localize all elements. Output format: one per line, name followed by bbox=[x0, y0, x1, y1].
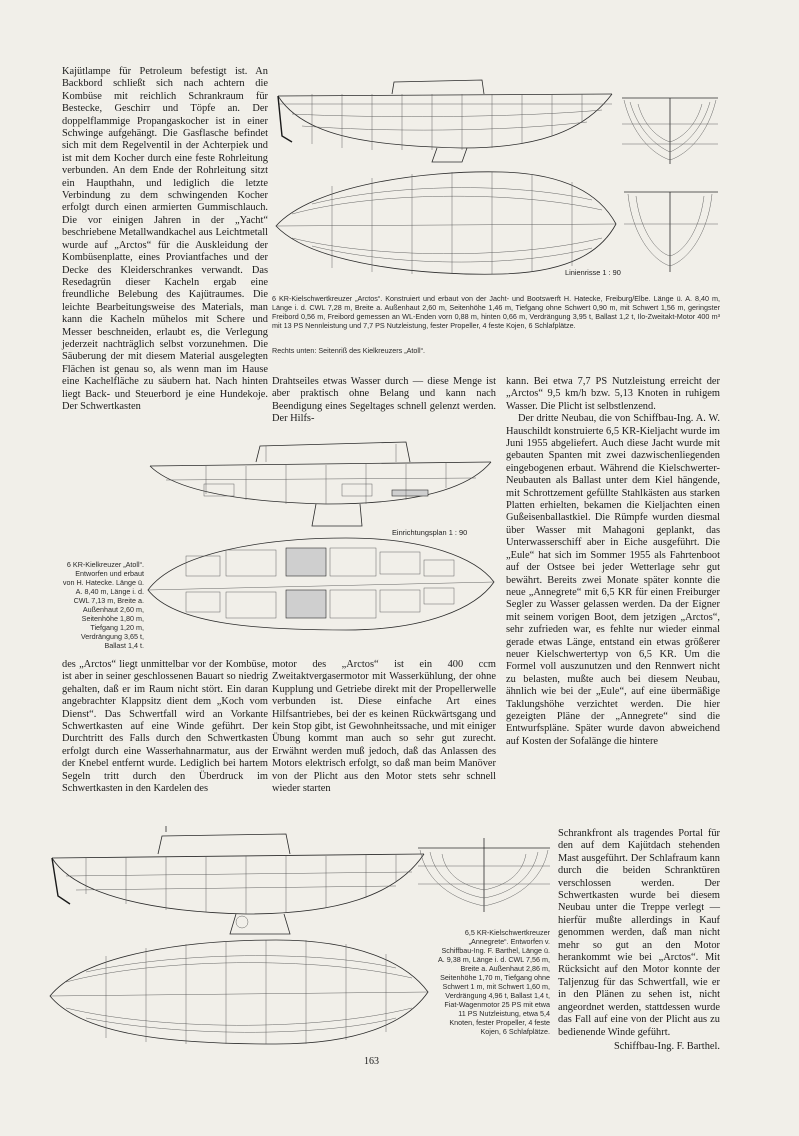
annegrete-profile-and-plan bbox=[46, 826, 432, 1048]
paragraph: Schrankfront als tragendes Portal für den auf dem Kajütdach stehenden Mast ausgeführt. Der Schlafraum kann durch die beiden Schranktüren verschlossen werden. Der Schwertkasten wurde bei diesem Neubau unter die Treppe verlegt — hierfür mußte allerdings in Kauf genommen werden, daß man nicht mehr so gut an den Motor herankommt wie bei „Arctos“. Mit Rücksicht auf den Motor konnte der Taljenzug für das Schwertfall, wie er in den Plänen zu sehen ist, nicht angeordnet werden, stattdessen wurde das Fall auf eine von der Plicht aus zu bedienende Winde geführt. bbox=[558, 828, 720, 1038]
profile-view bbox=[278, 80, 612, 162]
paragraph: motor des „Arctos“ ist ein 400 ccm Zweitaktvergasermotor mit Wasserkühlung, der ohne Kupplung und Getriebe direkt mit der Propellerwelle verbunden ist. Diese einfache Art eines Hilfsantriebes, bei der es keinen Rückwärtsgang und kein Stop gibt, ist Gewohnheitssache, und mit einiger Übung kommt man auch so sehr gut zurecht. Erwähnt werden muß jedoch, daß das Anlassen des Motors elektrisch erfolgt, so daß man beim Manöver von der Plicht aus den Motor stets sehr schnell wieder starten bbox=[272, 659, 496, 795]
page-number: 163 bbox=[364, 1056, 379, 1067]
text-column-mid-lower bbox=[272, 659, 496, 795]
text-column-right-upper bbox=[506, 376, 720, 748]
annegrete-body-plan bbox=[414, 836, 554, 914]
arctos-lines-drawing bbox=[272, 74, 720, 284]
annegrete-caption: 6,5 KR-Kielschwertkreuzer „Annegrete“. Entworfen v. Schiffbau-Ing. F. Barthel, Länge ü. A. 9,38 m, Länge i. d. CWL 7,56 m, Breite a. Außenhaut 2,86 m, Seitenhöhe 1,70 m, Tiefgang ohne Schwert 1 m, mit Schwert 1,60 m, Verdrängung 4,96 t, Ballast 1,4 t, Fiat-Wagenmotor 25 PS mit etwa 11 PS Nutzleistung, etwa 5,4 Knoten, fester Propeller, 4 feste Kojen, 6 Schlafplätze. bbox=[438, 928, 550, 1036]
annegrete-half-breadth bbox=[50, 940, 428, 1044]
author-signature: Schiffbau-Ing. F. Barthel. bbox=[613, 1040, 720, 1052]
half-breadth-view bbox=[276, 172, 616, 274]
einrichtungsplan-label: Einrichtungsplan 1 : 90 bbox=[392, 528, 468, 537]
atoll-side-profile bbox=[150, 442, 491, 526]
body-plan-upper bbox=[622, 98, 718, 164]
paragraph: kann. Bei etwa 7,7 PS Nutzleistung erreicht der „Arctos“ 9,5 km/h bzw. 5,13 Knoten in ruhigem Wasser. Die Plicht ist selbstlenzend. bbox=[506, 376, 720, 412]
annegrete-profile bbox=[52, 826, 424, 934]
arctos-caption: 6 KR-Kielschwertkreuzer „Arctos“. Konstruiert und erbaut von der Jacht- und Bootswerft H. Hatecke, Freiburg/Elbe. Länge ü. A. 8,40 m, Länge i. d. CWL 7,28 m, Breite a. Außenhaut 2,60 m, Seitenhöhe 1,46 m, Tiefgang ohne Schwert 0,90 m, mit Schwert 1,56 m, geringster Freibord 0,56 m, Freibord gemessen an WL-Enden vorn 0,88 m, hinten 0,66 m, Verdrängung 3,95 t, Ballast 1,2 t, Ilo-Zweitakt-Motor 400 m³ mit 13 PS Nennleistung und 7,7 PS Nutzleistung, fester Propeller, 4 feste Kojen, 6 Schlafplätze. bbox=[272, 294, 720, 330]
text-column-top-left bbox=[62, 66, 268, 413]
body-plan-lower bbox=[624, 192, 718, 272]
atoll-side-note: Rechts unten: Seitenriß des Kielkreuzers „Atoll“. bbox=[272, 346, 425, 355]
paragraph: Kajütlampe für Petroleum befestigt ist. An Backbord schließt sich nach achtern die Kombüse mit reichlich Schrankraum für Bestecke, Geschirr und Töpfe an. Der doppelflammige Propangaskocher ist in einer Schwinge aufgehängt. Die Gasflasche befindet sich mit dem Regelventil in der Achterpiek und ist mit dem Kocher durch eine feste Rohrleitung verbunden. An dem Ende der Rohrleitung sitzt ein Haupthahn, und lediglich die letzte Verbindung zu dem schwingenden Kocher erfolgt durch einen armierten Gummischlauch. Die vor einigen Jahren in der „Yacht“ beschriebene Metallwandkachel aus Leichtmetall wurde auf „Arctos“ für die Auskleidung der Kombüsenplatte, eines Proviantfaches und der Decke des Kleiderschrankes verwandt. Das Resedagrün dieser Kacheln ergab eine freundliche Belebung des Kajütraumes. Die leichte Bearbeitungsweise des Materials, man kann die Kacheln mühelos mit Schere und Messer beschneiden, erlaubt es, die Verlegung jederzeit nachträglich selbst vorzunehmen. Die Säuberung der mit diesem Material ausgelegten Flächen ist genau so, als wenn man im Hause eine Kachelfläche zu säubern hat. Nach hinten liegt Back- und Steuerbord je eine Hundekoje. Der Schwertkasten bbox=[62, 66, 268, 412]
text-column-mid-upper bbox=[272, 376, 496, 426]
paragraph: Drahtseiles etwas Wasser durch — diese Menge ist aber praktisch ohne Belang und kann nach Beendigung eines Segeltages schnell gelenzt werden. Der Hilfs- bbox=[272, 376, 496, 425]
atoll-accommodation-plan bbox=[148, 538, 494, 630]
paragraph: des „Arctos“ liegt unmittelbar vor der Kombüse, ist aber in seiner geschlossenen Bauart so niedrig gehalten, daß er im Raum nicht stört. Ein daran angebrachter Klappsitz dient dem „Koch vom Dienst“. Das Schwertfall wird an Vorkante Schwertkasten auf eine Winde geführt. Der Durchtritt des Falls durch den Schwertkasten erfolgt durch eine Wasserhahnarmatur, aus der der Knebel entfernt wurde. Lediglich bei hartem Segeln tritt durch den Überdruck im Schwertkasten in den Kardelen des bbox=[62, 659, 268, 795]
text-column-right-lower bbox=[558, 828, 720, 1053]
atoll-drawings bbox=[146, 432, 498, 642]
paragraph: Der dritte Neubau, die von Schiffbau-Ing. A. W. Hauschildt konstruierte 6,5 KR-Kieljacht wurde im Juni 1955 abgeliefert. Auch diese Jacht wurde mit gebauten Spanten mit zwei dazwischenliegenden eingebogenen erbaut. Während die Kielschwerter-Neubauten als Ballast unter dem Kiel hängende, mit Schrottzement gefüllte Stahlkästen aus starken Platten erhielten, bekamen die Kieljachten einen Gußeisenballastkiel. Die Rümpfe wurden diesmal über Wasser mit Mahagoni geplankt, das Unterwasserschiff aber in Eiche ausgeführt. Die „Eule“ hat sich im Sommer 1955 als Fahrtenboot auf der Ostsee bei jeder Wetterlage sehr gut bewährt. Bereits zwei Monate später konnte die neue „Annegrete“ mit 6,5 KR für einen Freiburger Segler zu Wasser gelassen werden. Da der Eigner mit seinem vorigen Boot, dem jetzigen „Arctos“, sehr zufrieden war, es fehlte nur wieder einmal gerade etwas Länge, entstand ein etwas größerer neuer Kielschwertertyp von 6,5 KR. Um die Formel voll auszunutzen und den Rennwert nicht zu belasten, mußte auch bei diesem Neubau, ähnlich wie bei der „Eule“, auf eine übermäßige Taklungshöhe verzichtet werden. Die hier gezeigten Pläne der „Annegrete“ sind die Entwurfspläne. Später wurde davon abweichend auf Kosten der Sofalänge die hintere bbox=[506, 413, 720, 747]
atoll-caption: 6 KR-Kielkreuzer „Atoll“. Entworfen und erbaut von H. Hatecke. Länge ü. A. 8,40 m, Länge i. d. CWL 7,13 m, Breite a. Außenhaut 2,60 m, Seitenhöhe 1,80 m, Tiefgang 1,20 m, Verdrängung 3,65 t, Ballast 1,4 t. bbox=[62, 560, 144, 650]
linienrisse-label: Linienrisse 1 : 90 bbox=[565, 268, 621, 277]
text-column-left-lower bbox=[62, 659, 268, 795]
